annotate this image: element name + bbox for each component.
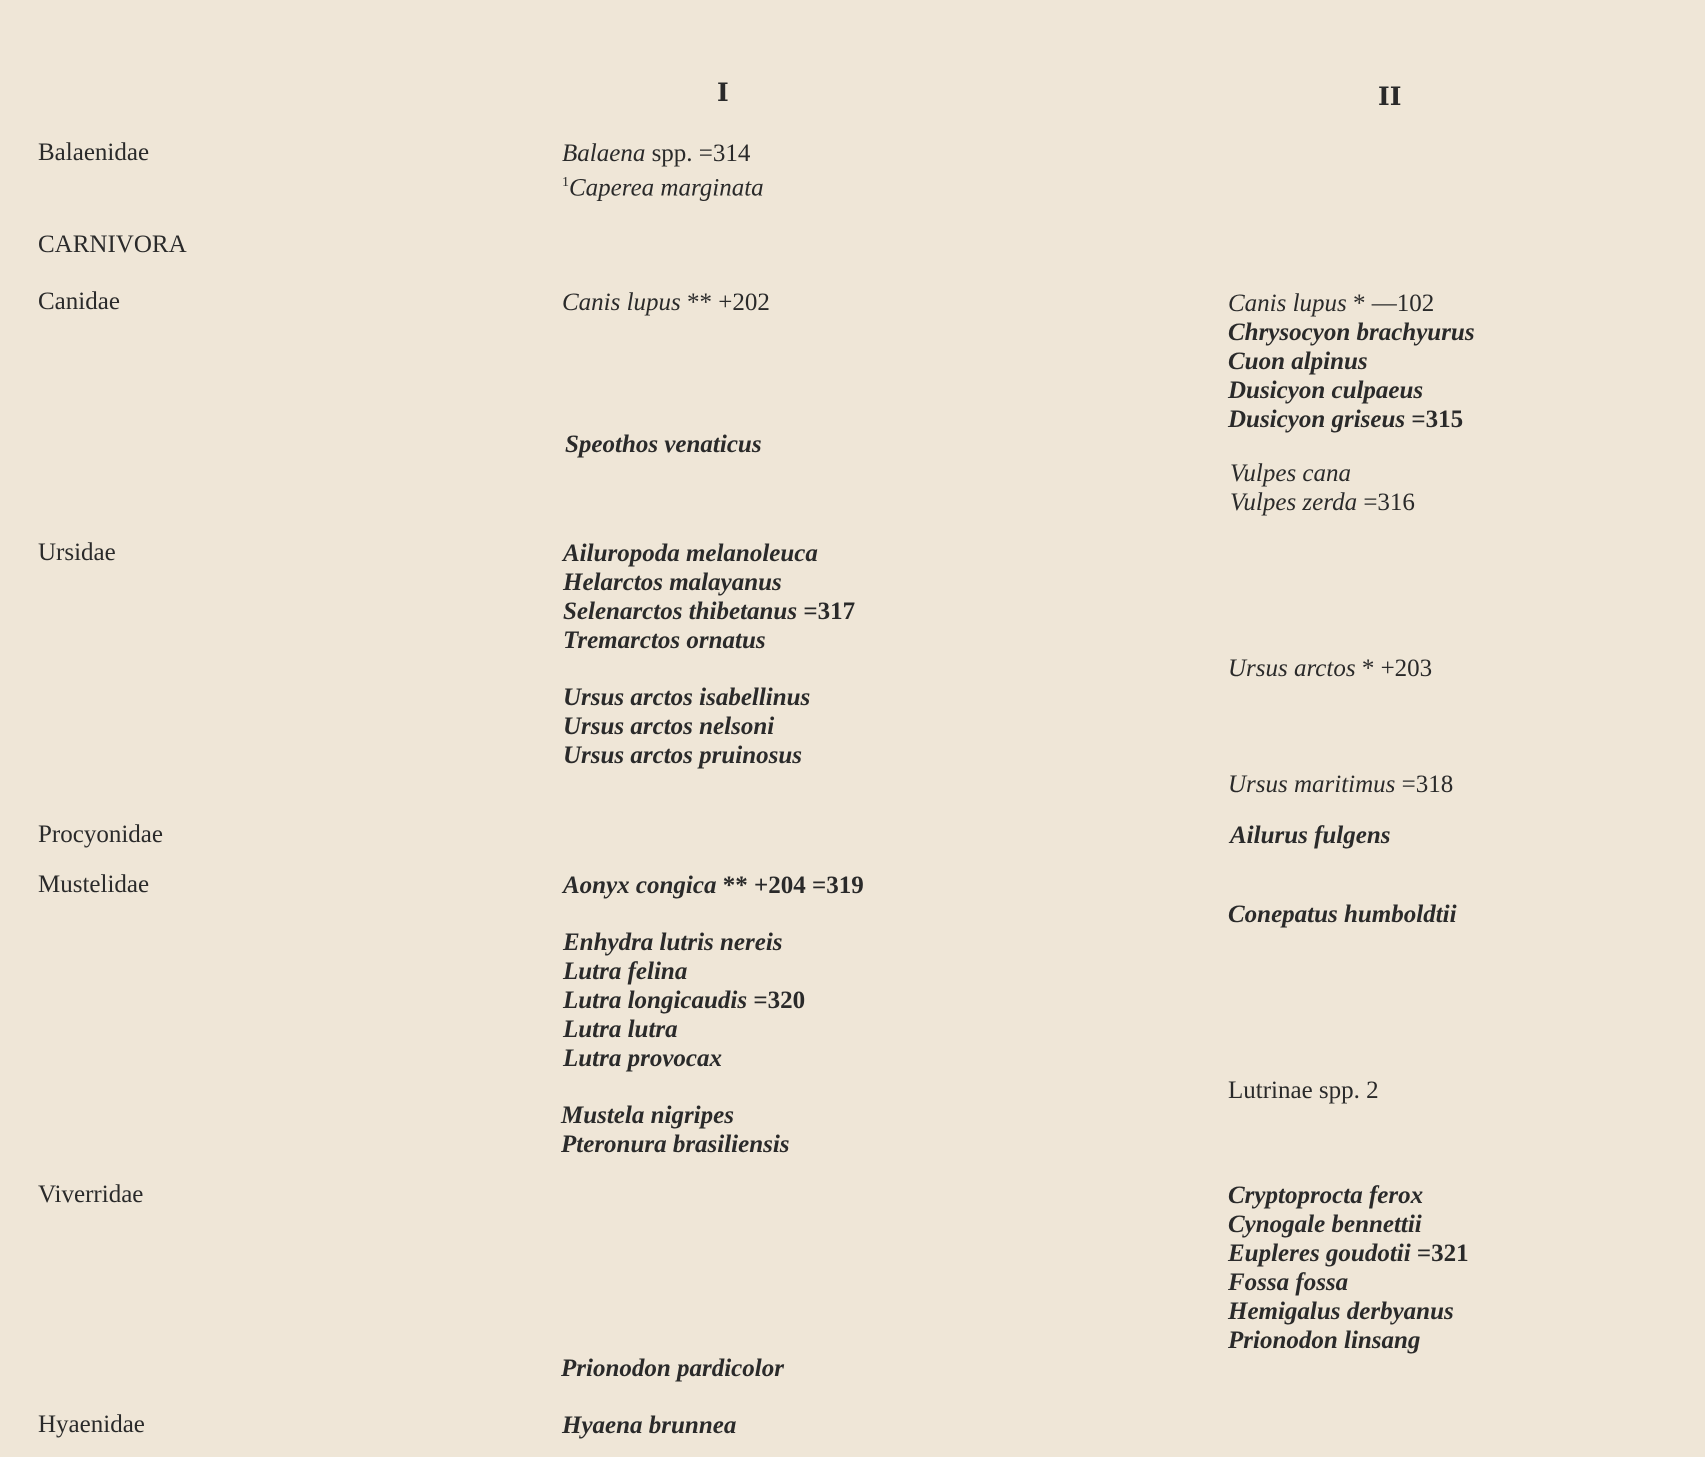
species-hyaena: Hyaena brunnea	[562, 1412, 737, 1439]
family-ursidae: Ursidae	[38, 539, 116, 566]
species-ursus-arctos-ii: Ursus arctos * +203	[1228, 655, 1433, 682]
species-tremarctos: Tremarctos ornatus	[563, 627, 766, 654]
species-dusicyon-culpaeus: Dusicyon culpaeus	[1228, 377, 1424, 404]
vulpes-list	[1230, 459, 1415, 517]
species-chrysocyon: Chrysocyon brachyurus	[1228, 319, 1475, 346]
ursidae-list-i	[563, 539, 855, 655]
species-lutra-lutra: Lutra lutra	[563, 1016, 678, 1043]
family-procyonidae: Procyonidae	[38, 821, 163, 848]
lutra-list	[563, 928, 805, 1073]
species-conepatus: Conepatus humboldtii	[1228, 901, 1457, 928]
canidae-list-ii	[1228, 289, 1475, 434]
species-cuon: Cuon alpinus	[1228, 348, 1368, 375]
species-fossa: Fossa fossa	[1228, 1269, 1349, 1296]
species-helarctos: Helarctos malayanus	[563, 569, 782, 596]
species-balaena: Balaena spp. =314	[562, 140, 751, 167]
species-eupleres: Eupleres goudotii =321	[1228, 1240, 1469, 1267]
species-ursus-maritimus: Ursus maritimus =318	[1228, 771, 1454, 798]
species-ailuropoda: Ailuropoda melanoleuca	[563, 540, 818, 567]
species-lutra-longicaudis: Lutra longicaudis =320	[563, 987, 806, 1014]
family-hyaenidae: Hyaenidae	[38, 1411, 145, 1438]
mustela-list	[561, 1101, 790, 1159]
family-canidae: Canidae	[38, 288, 120, 315]
species-ursus-isabellinus: Ursus arctos isabellinus	[563, 684, 811, 711]
species-ursus-pruinosus: Ursus arctos pruinosus	[563, 742, 802, 769]
genus-lutrinae: Lutrinae spp. 2	[1228, 1077, 1379, 1104]
species-caperea: $^1$Caperea marginata	[562, 174, 764, 202]
species-mustela: Mustela nigripes	[561, 1102, 734, 1129]
family-mustelidae: Mustelidae	[38, 871, 150, 898]
viverridae-list-ii	[1228, 1181, 1469, 1355]
species-canis-lupus-i: Canis lupus ** +202	[562, 289, 770, 316]
ursus-subspecies-list	[563, 683, 810, 770]
column-header-ii: II	[1378, 82, 1402, 111]
species-aonyx: Aonyx congica ** +204 =319	[563, 872, 864, 899]
species-vulpes-cana: Vulpes cana	[1230, 460, 1352, 487]
column-header-i: I	[717, 78, 729, 107]
order-carnivora: CARNIVORA	[38, 231, 187, 258]
species-ursus-nelsoni: Ursus arctos nelsoni	[563, 713, 775, 740]
species-canis-lupus-ii: Canis lupus * —102	[1228, 290, 1435, 317]
species-lutra-provocax: Lutra provocax	[563, 1045, 723, 1072]
species-dusicyon-griseus: Dusicyon griseus =315	[1228, 406, 1464, 433]
species-enhydra: Enhydra lutris nereis	[563, 929, 783, 956]
species-prionodon-linsang: Prionodon linsang	[1228, 1327, 1421, 1354]
species-hemigalus: Hemigalus derbyanus	[1228, 1298, 1454, 1325]
species-vulpes-zerda: Vulpes zerda =316	[1230, 489, 1415, 516]
species-cynogale: Cynogale bennettii	[1228, 1211, 1422, 1238]
family-viverridae: Viverridae	[38, 1181, 144, 1208]
species-lutra-felina: Lutra felina	[563, 958, 688, 985]
species-cryptoprocta: Cryptoprocta ferox	[1228, 1182, 1424, 1209]
species-selenarctos: Selenarctos thibetanus =317	[563, 598, 856, 625]
species-speothos: Speothos venaticus	[565, 431, 762, 458]
species-pteronura: Pteronura brasiliensis	[561, 1131, 790, 1158]
species-prionodon-pardicolor: Prionodon pardicolor	[561, 1355, 784, 1382]
species-ailurus: Ailurus fulgens	[1230, 822, 1391, 849]
family-balaenidae: Balaenidae	[38, 139, 150, 166]
